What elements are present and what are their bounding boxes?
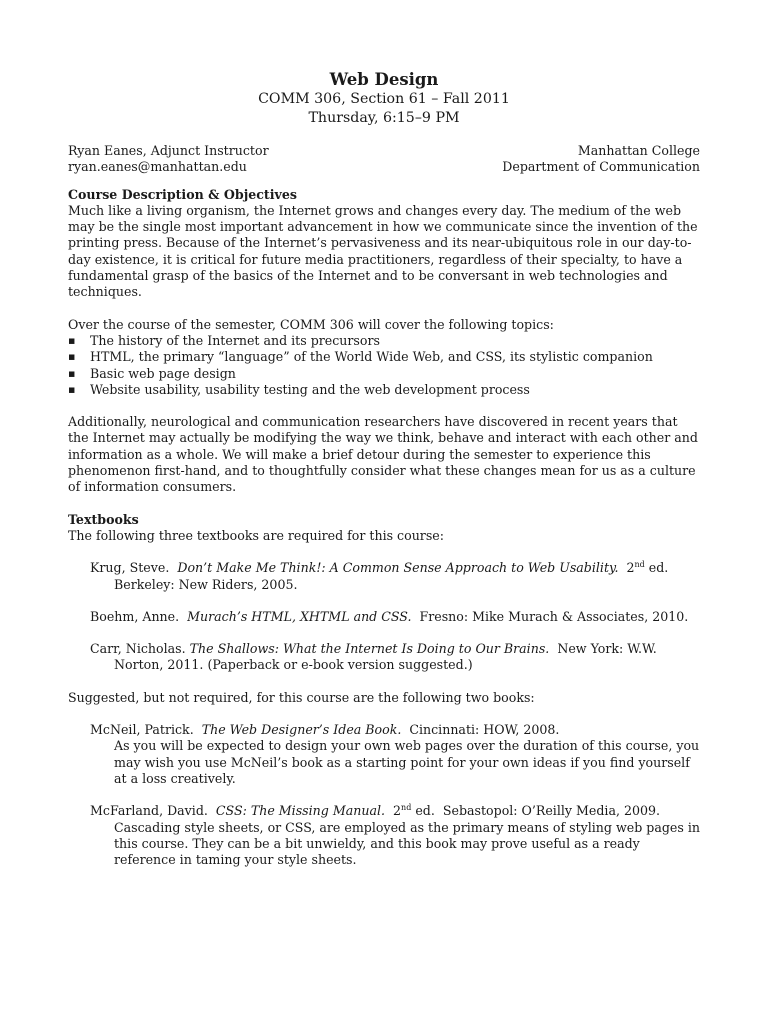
instructor-email: ryan.eanes@manhattan.edu xyxy=(68,159,247,175)
textbook-boehm xyxy=(90,609,700,625)
bullet-icon: ▪ xyxy=(68,382,76,396)
book-publisher: Cincinnati: HOW, 2008. xyxy=(409,722,560,738)
instructor-right xyxy=(502,143,700,176)
book-title: Murach’s HTML, XHTML and CSS. xyxy=(187,608,412,624)
course-schedule: Thursday, 6:15–9 PM xyxy=(308,110,460,126)
book-author: McNeil, Patrick. xyxy=(90,722,194,738)
textbook-mcfarland xyxy=(90,803,700,868)
description-heading: Course Description & Objectives xyxy=(68,186,297,202)
syllabus-header xyxy=(68,69,700,128)
book-edition: 2nd ed. xyxy=(626,560,669,576)
book-author: McFarland, David. xyxy=(90,803,208,819)
book-title: The Shallows: What the Internet Is Doing to Our Brains. xyxy=(189,641,550,657)
description-paragraph-1: Much like a living organism, the Internet grows and changes every day. The medium of the web may be the single most important advancement in how we communicate since the invention of the printing press. Because of the Internet’s pervasiveness and its near-ubiquitous role in our day-to-day existence, it is critical for future media practitioners, regardless of their specialty, to have a fundamental grasp of the basics of the Internet and to be conversant in web technologies and techniques. xyxy=(68,202,698,300)
bullet-icon: ▪ xyxy=(68,350,76,364)
book-publisher: Sebastopol: O’Reilly Media, 2009. xyxy=(442,803,661,819)
department-name: Department of Communication xyxy=(502,159,700,175)
course-section: COMM 306, Section 61 – Fall 2011 xyxy=(258,91,510,107)
book-author: Carr, Nicholas. xyxy=(90,641,186,657)
required-intro: The following three textbooks are required for this course: xyxy=(68,527,444,543)
book-author: Boehm, Anne. xyxy=(90,608,180,624)
book-note: Cascading style sheets, or CSS, are employed as the primary means of styling web pages in this course. They can be a bit unwieldy, and this book may prove useful as a ready reference in taming your style sheets. xyxy=(114,819,700,868)
book-publisher: Fresno: Mike Murach & Associates, 2010. xyxy=(419,608,689,624)
textbook-mcneil xyxy=(90,722,700,787)
instructor-left xyxy=(68,143,269,176)
book-publisher-line-2: Norton, 2011. (Paperback or e-book version suggested.) xyxy=(114,657,473,673)
book-title: Don’t Make Me Think!: A Common Sense Approach to Web Usability. xyxy=(177,560,619,576)
book-note: As you will be expected to design your own web pages over the duration of this course, you may wish you use McNeil’s book as a starting point for your own ideas if you find yourself at a loss creatively. xyxy=(114,738,700,786)
textbooks-section xyxy=(68,512,700,869)
textbook-krug xyxy=(90,560,700,593)
list-item: ▪ Basic web page design xyxy=(68,365,236,381)
list-item: ▪ Website usability, usability testing and the web development process xyxy=(68,381,530,397)
book-author: Krug, Steve. xyxy=(90,560,170,576)
book-publisher: Berkeley: New Riders, 2005. xyxy=(114,576,298,592)
suggested-intro: Suggested, but not required, for this course are the following two books: xyxy=(68,689,535,705)
instructor-name: Ryan Eanes, Adjunct Instructor xyxy=(68,143,269,158)
book-title: CSS: The Missing Manual. xyxy=(215,803,386,819)
book-edition: 2nd ed. xyxy=(393,803,435,819)
page-title: Web Design xyxy=(329,70,439,89)
book-publisher-line-1: New York: W.W. xyxy=(557,641,657,657)
description-paragraph-2: Additionally, neurological and communication researchers have discovered in recent years that the Internet may actually be modifying the way we think, behave and interact with each other and information as a whole. We will make a brief detour during the semester to experience this phenomenon first-hand, and to thoughtfully consider what these changes mean for us as a culture of information consumers. xyxy=(68,414,698,495)
description-section xyxy=(68,187,700,496)
instructor-info xyxy=(68,143,700,176)
school-name: Manhattan College xyxy=(577,143,700,158)
textbooks-heading: Textbooks xyxy=(68,511,139,527)
bullet-icon: ▪ xyxy=(68,333,76,347)
list-item: ▪ HTML, the primary “language” of the World Wide Web, and CSS, its stylistic companion xyxy=(68,349,653,365)
bullet-icon: ▪ xyxy=(68,366,76,380)
topics-list xyxy=(68,333,700,398)
book-title: The Web Designer’s Idea Book. xyxy=(201,722,402,738)
topics-intro: Over the course of the semester, COMM 306 will cover the following topics: xyxy=(68,316,554,332)
list-item: ▪ The history of the Internet and its precursors xyxy=(68,332,380,348)
textbook-carr xyxy=(90,641,700,674)
